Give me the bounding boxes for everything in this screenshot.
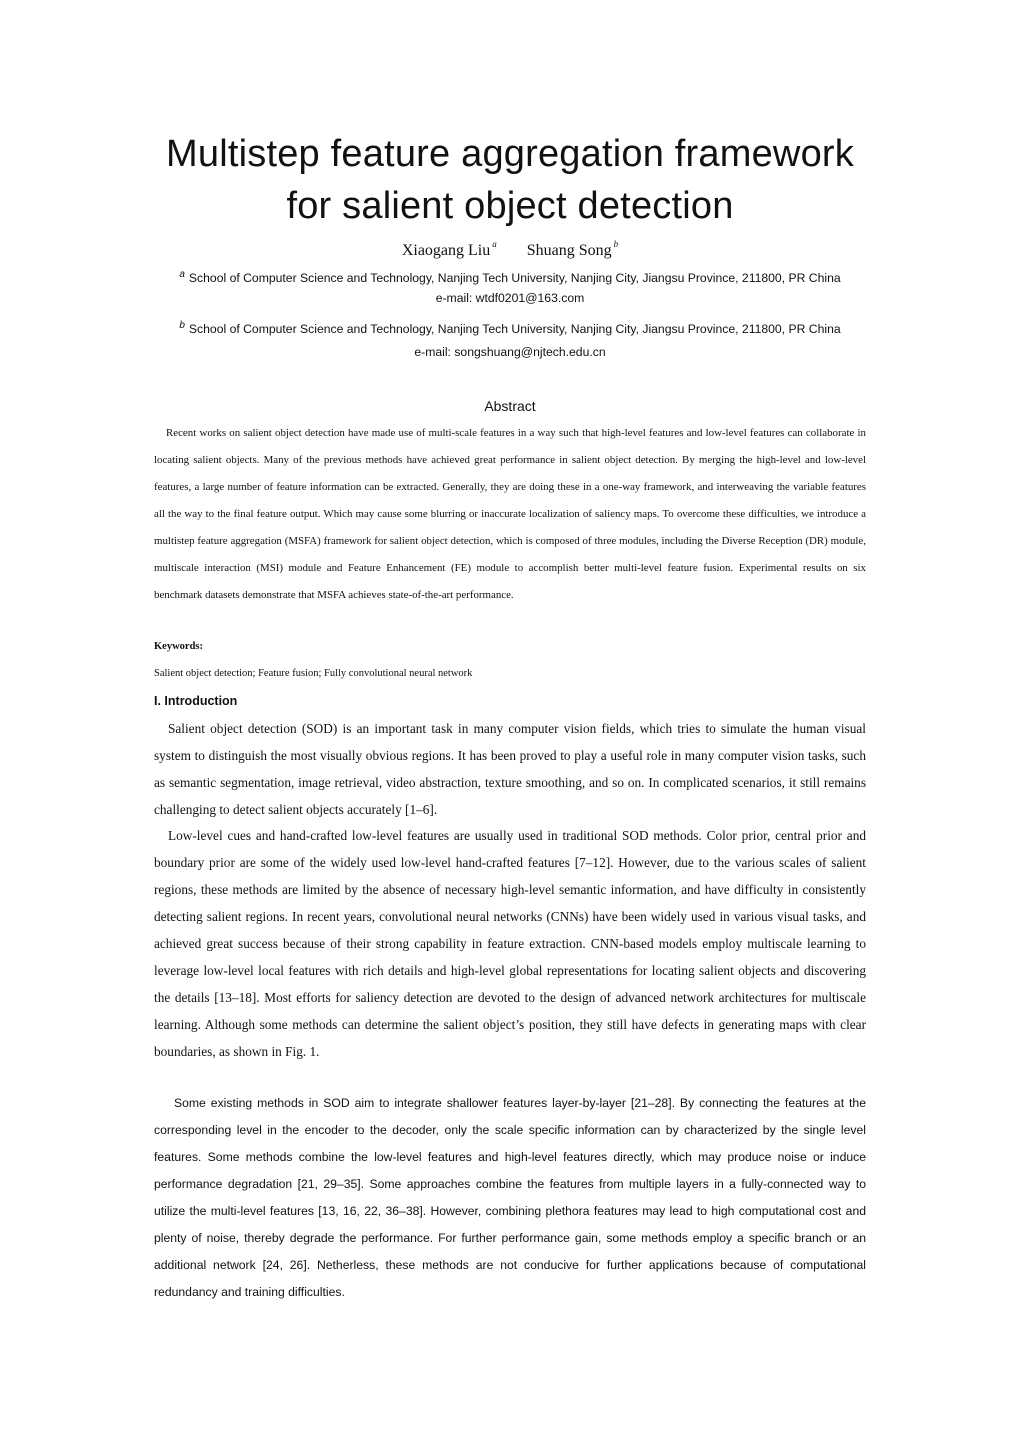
intro-paragraph: Some existing methods in SOD aim to integrate shallower features layer-by-layer [21–28]. By connecting the features at the corresponding level in the encoder to the decoder, only the scale specific information can by characterized by the single level features. Some methods combine the low-level features and high-level features directly, which may produce noise or induce performance degradation [21, 29–35]. Some approaches combine the features from multiple layers in a fully-connected way to utilize the multi-level features [13, 16, 22, 36–38]. However, combining plethora features may lead to high computational cost and plenty of noise, thereby degrade the performance. For further performance gain, some methods employ a specific branch or an additional network [24, 26]. Netherless, these methods are not conducive for further applications because of computational redundancy and training difficulties. bbox=[154, 1096, 866, 1299]
intro-paragraph: Low-level cues and hand-crafted low-level features are usually used in traditional SOD methods. Color prior, central prior and boundary prior are some of the widely used low-level hand-crafted features [7–12]. However, due to the various scales of salient regions, these methods are limited by the absence of necessary high-level semantic information, and have difficulty in consistently detecting salient regions. In recent years, convolutional neural networks (CNNs) have been widely used in various visual tasks, and achieved great success because of their strong capability in feature extraction. CNN-based models employ multiscale learning to leverage low-level local features with rich details and high-level global representations for locating salient objects and discovering the details [13–18]. Most efforts for saliency detection are devoted to the design of advanced network architectures for multiscale learning. Although some methods can determine the salient object’s position, they still have defects in generating maps with clear boundaries, as shown in Fig. 1. bbox=[154, 828, 866, 1059]
email-b: e-mail: songshuang@njtech.edu.cn bbox=[414, 345, 606, 359]
affiliation-b bbox=[154, 317, 866, 338]
paper-title: Multistep feature aggregation framework for salient object detection bbox=[166, 133, 854, 227]
email-a: e-mail: wtdf0201@163.com bbox=[435, 291, 585, 305]
affiliation-mark: b bbox=[179, 320, 185, 331]
author-name: Shuang Song bbox=[526, 242, 612, 259]
author-affiliation-mark: a bbox=[492, 239, 497, 249]
abstract-body: Recent works on salient object detection have made use of multi-scale features in a way such that high-level features and low-level features can collaborate in locating salient objects. Many of the previous methods have achieved great performance in salient object detection. By merging the high-level and low-level features, a large number of feature information can be extracted. Generally, they are doing these in a one-way framework, and interweaving the variable features all the way to the final feature output. Which may cause some blurring or inaccurate localization of saliency maps. To overcome these difficulties, we introduce a multistep feature aggregation (MSFA) framework for salient object detection, which is composed of three modules, including the Diverse Reception (DR) module, multiscale interaction (MSI) module and Feature Enhancement (FE) module to accomplish better multi-level feature fusion. Experimental results on six benchmark datasets demonstrate that MSFA achieves state-of-the-art performance. bbox=[154, 427, 866, 601]
affiliation-mark: a bbox=[179, 269, 185, 280]
intro-paragraph: Salient object detection (SOD) is an important task in many computer vision fields, which tries to simulate the human visual system to distinguish the most visually obvious regions. It has been proved to play a useful role in many computer vision tasks, such as semantic segmentation, image retrieval, video abstraction, texture smoothing, and so on. In complicated scenarios, it still remains challenging to detect salient objects accurately [1–6]. bbox=[154, 721, 866, 817]
keywords-label: Keywords: bbox=[154, 641, 203, 652]
author-name: Xiaogang Liu bbox=[401, 242, 491, 259]
affiliation-a bbox=[154, 266, 866, 287]
affiliation-text: School of Computer Science and Technology, Nanjing Tech University, Nanjing City, Jiangsu Province, 211800, PR China bbox=[188, 271, 841, 285]
affiliation-text: School of Computer Science and Technology, Nanjing Tech University, Nanjing City, Jiangsu Province, 211800, PR China bbox=[188, 322, 841, 336]
abstract-heading: Abstract bbox=[484, 398, 536, 414]
author-affiliation-mark: b bbox=[613, 239, 619, 249]
section-heading-introduction: I. Introduction bbox=[154, 694, 238, 708]
keywords-list: Salient object detection; Feature fusion; Fully convolutional neural network bbox=[154, 668, 473, 679]
author-line bbox=[154, 233, 866, 262]
